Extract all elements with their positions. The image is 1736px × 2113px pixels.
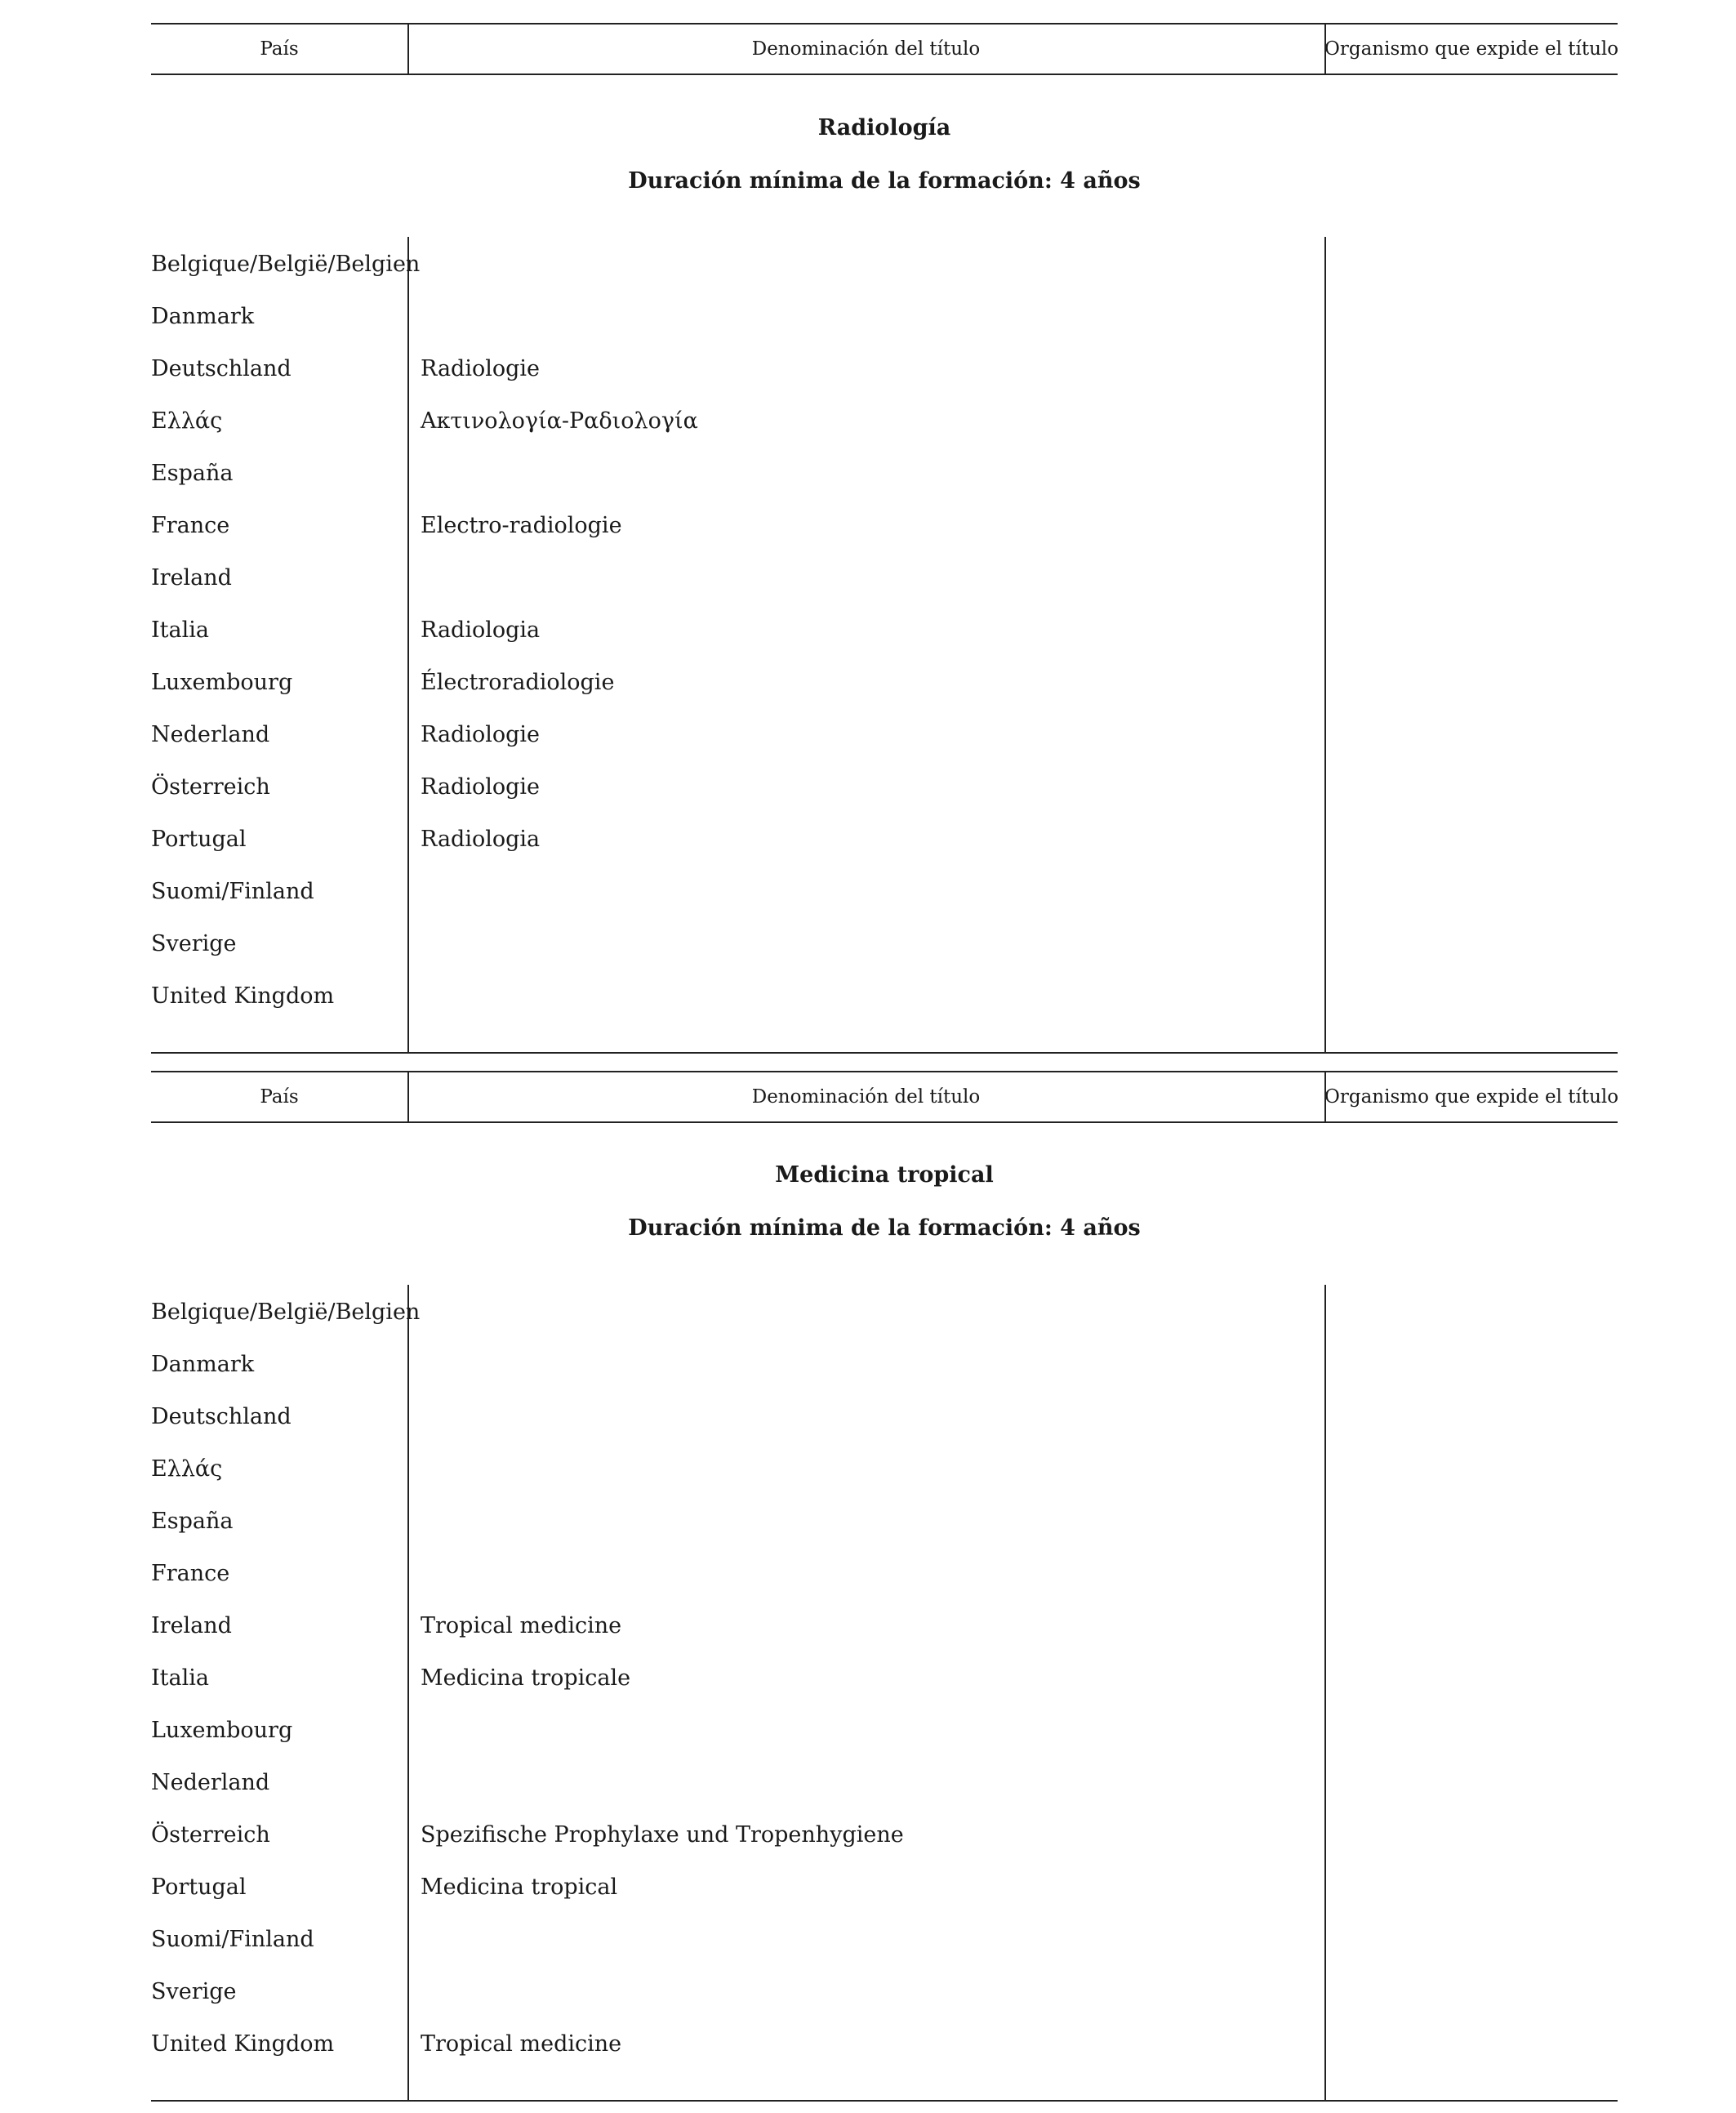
title-cell: Radiologia: [421, 827, 541, 852]
table-row: [151, 343, 1618, 395]
header-country: País: [260, 1086, 299, 1108]
table-row: [151, 1757, 1618, 1809]
country-cell: France: [151, 513, 230, 538]
table-row: [151, 1391, 1618, 1443]
table-row: [151, 1809, 1618, 1861]
country-cell: Nederland: [151, 1770, 270, 1795]
table-row: [151, 2018, 1618, 2071]
header-title: Denominación del título: [751, 1086, 981, 1108]
column-divider: [1324, 1072, 1326, 1121]
table-row: [151, 657, 1618, 709]
country-cell: Belgique/België/Belgien: [151, 1299, 421, 1325]
table-row: [151, 238, 1618, 291]
table-section-medicina-tropical: [151, 1071, 1619, 2057]
country-cell: Deutschland: [151, 356, 292, 381]
header-issuing-body: Organismo que expide el título: [1324, 1086, 1619, 1108]
title-cell: Ακτινολογία-Ραδιολογία: [421, 408, 698, 434]
country-cell: España: [151, 461, 234, 486]
table-row: [151, 1548, 1618, 1600]
country-cell: Belgique/België/Belgien: [151, 252, 421, 277]
table-row: [151, 1443, 1618, 1496]
header-title: Denominación del título: [751, 38, 981, 60]
table-body: [151, 237, 1618, 1054]
country-cell: Österreich: [151, 1822, 270, 1848]
table-row: [151, 1914, 1618, 1966]
table-row: [151, 500, 1618, 552]
table-body: [151, 1285, 1618, 2102]
country-cell: Portugal: [151, 827, 247, 852]
table-bottom-rule: [151, 1052, 1618, 1054]
header-issuing-body: Organismo que expide el título: [1324, 38, 1619, 60]
table-row: [151, 1286, 1618, 1339]
country-cell: Ireland: [151, 565, 232, 591]
country-cell: Sverige: [151, 1979, 237, 2004]
table-row: [151, 1966, 1618, 2018]
country-cell: Portugal: [151, 1875, 247, 1900]
country-cell: Ireland: [151, 1613, 232, 1638]
country-cell: Nederland: [151, 722, 270, 747]
table-row: [151, 395, 1618, 448]
country-cell: Deutschland: [151, 1404, 292, 1429]
title-cell: Tropical medicine: [421, 1613, 622, 1638]
country-cell: Danmark: [151, 1352, 255, 1377]
specialty-title: Medicina tropical: [775, 1162, 994, 1188]
table-row: [151, 448, 1618, 500]
header-country: País: [260, 38, 299, 60]
table-row: [151, 866, 1618, 918]
country-cell: Ελλάς: [151, 1456, 223, 1482]
table-row: [151, 1600, 1618, 1652]
table-row: [151, 291, 1618, 343]
title-cell: Tropical medicine: [421, 2031, 622, 2057]
table-header: [151, 23, 1618, 75]
country-cell: Österreich: [151, 774, 270, 800]
table-row: [151, 814, 1618, 866]
country-cell: Suomi/Finland: [151, 1927, 314, 1952]
country-cell: España: [151, 1509, 234, 1534]
title-cell: Électroradiologie: [421, 670, 615, 695]
title-cell: Radiologie: [421, 774, 541, 800]
country-cell: France: [151, 1561, 230, 1586]
table-row: [151, 1652, 1618, 1705]
country-cell: United Kingdom: [151, 983, 335, 1009]
title-cell: Radiologie: [421, 356, 541, 381]
table-header: [151, 1071, 1618, 1123]
country-cell: Italia: [151, 617, 209, 643]
country-cell: Italia: [151, 1665, 209, 1691]
country-cell: United Kingdom: [151, 2031, 335, 2057]
title-cell: Radiologia: [421, 617, 541, 643]
table-row: [151, 1705, 1618, 1757]
table-row: [151, 604, 1618, 657]
table-row: [151, 1861, 1618, 1914]
table-section-radiologia: [151, 23, 1619, 1009]
country-cell: Sverige: [151, 931, 237, 956]
table-bottom-rule: [151, 2100, 1618, 2102]
title-cell: Electro-radiologie: [421, 513, 622, 538]
title-cell: Medicina tropical: [421, 1875, 618, 1900]
column-divider: [407, 1072, 409, 1121]
duration-subtitle: Duración mínima de la formación: 4 años: [628, 168, 1141, 194]
title-cell: Radiologie: [421, 722, 541, 747]
duration-subtitle: Duración mínima de la formación: 4 años: [628, 1215, 1141, 1241]
country-cell: Suomi/Finland: [151, 879, 314, 904]
country-cell: Luxembourg: [151, 670, 293, 695]
table-row: [151, 970, 1618, 1023]
title-cell: Spezifische Prophylaxe und Tropenhygiene: [421, 1822, 904, 1848]
column-divider: [1324, 25, 1326, 74]
country-cell: Luxembourg: [151, 1718, 293, 1743]
title-cell: Medicina tropicale: [421, 1665, 631, 1691]
column-divider: [407, 25, 409, 74]
specialty-title: Radiología: [817, 115, 951, 140]
table-row: [151, 1339, 1618, 1391]
table-row: [151, 552, 1618, 604]
table-row: [151, 1496, 1618, 1548]
table-row: [151, 761, 1618, 814]
country-cell: Ελλάς: [151, 408, 223, 434]
country-cell: Danmark: [151, 304, 255, 329]
table-row: [151, 918, 1618, 970]
table-row: [151, 709, 1618, 761]
